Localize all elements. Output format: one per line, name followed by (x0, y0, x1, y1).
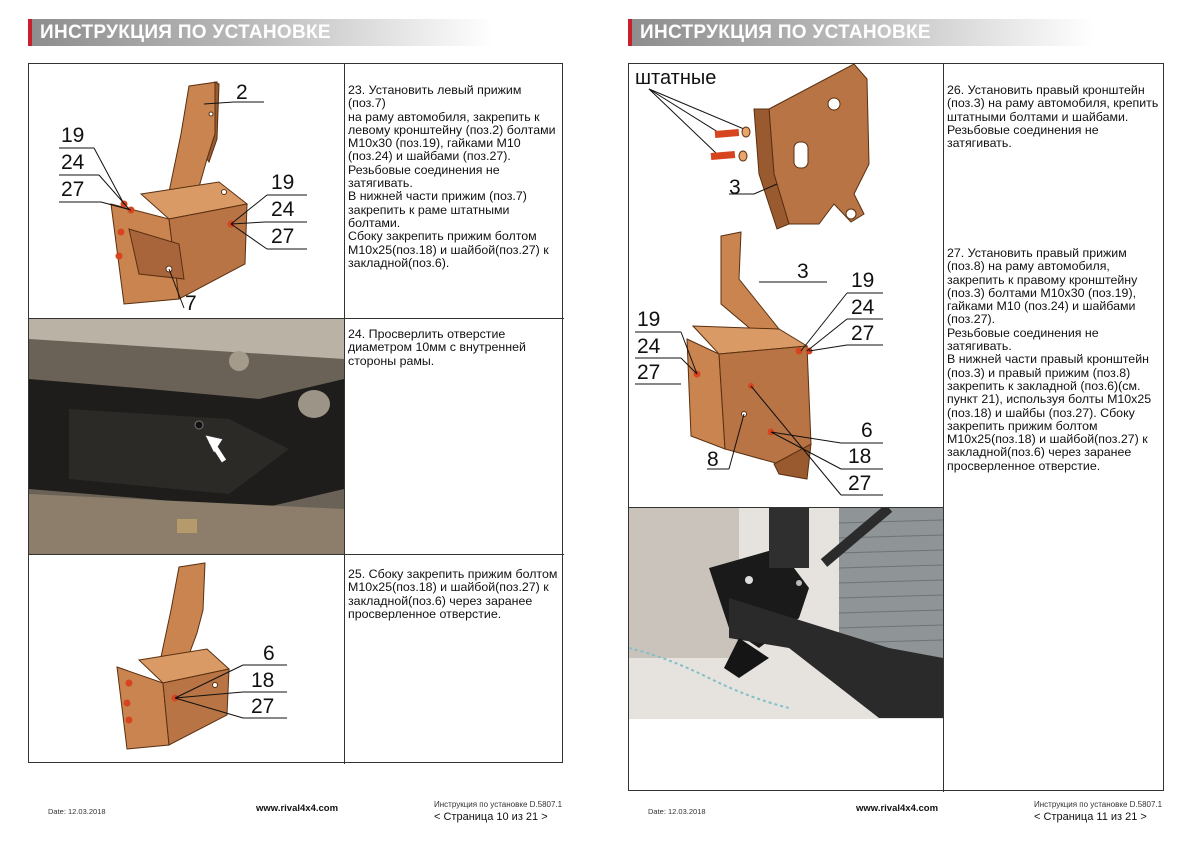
callout-24d: 24 (637, 335, 661, 358)
callout-3a: 3 (729, 176, 741, 199)
footer-site-link[interactable]: www.rival4x4.com (856, 803, 939, 814)
footer-site-link[interactable]: www.rival4x4.com (256, 803, 339, 814)
step-27-text: 27. Установить правый прижим (поз.8) на раму автомобиля, закрепить к правому кронштейну (поз.3) болтами М10х30 (поз.19), гайками М10 (поз.24) и шайбами (поз.27). Резьбовые соединения не затягивать. В нижней части правый кронштейн (поз.3) и правый прижим (поз.8) закрепить к закладной (поз.6)(см. пункт 21), используя болты М10х25 (поз.18) и шайбы (поз.27). Сбоку закрепить прижим болтом М10х25(поз.18) и шайбой(поз.27) к закладной(поз.6) через заранее просверленное отверстие. (947, 246, 1152, 473)
footer-page-number: < Страница 10 из 21 > (434, 811, 548, 823)
step-26-text: 26. Установить правый кронштейн (поз.3) на раму автомобиля, крепить штатными болтами и шайбами. Резьбовые соединения не затягивать. (947, 83, 1159, 151)
left-bracket-diagram (29, 64, 344, 318)
page-11 (600, 0, 1200, 848)
callout-24b: 24 (271, 198, 295, 221)
page-header (628, 19, 1094, 46)
step-27-photo (629, 508, 943, 719)
step-23-text: 23. Установить левый прижим (поз.7) на раму автомобиля, закрепить к левому кронштейну (поз.2) болтами М10х30 (поз.19), гайками М10 (поз.24) и шайбами (поз.27). Резьбовые соединения не затягивать. В нижней части прижим (поз.7) закрепить к раме штатными болтами. Сбоку закрепить прижим болтом М10х25(поз.18) и шайбой(поз.27) к закладной(поз.6). (348, 83, 556, 270)
callout-3b: 3 (797, 260, 809, 283)
step-25-figure (29, 555, 344, 764)
callout-7: 7 (185, 292, 197, 315)
page-header-title: ИНСТРУКЦИЯ ПО УСТАНОВКЕ (640, 22, 931, 43)
footer-date: Date: 12.03.2018 (648, 807, 706, 816)
footer-page-number: < Страница 11 из 21 > (1034, 811, 1147, 823)
instruction-table (628, 63, 1164, 791)
callout-24c: 24 (851, 296, 875, 319)
step-26-27-figure (629, 64, 943, 507)
callout-6: 6 (263, 642, 275, 665)
callout-27: 27 (61, 178, 85, 201)
page-header-title: ИНСТРУКЦИЯ ПО УСТАНОВКЕ (40, 22, 331, 43)
callout-27d: 27 (851, 322, 875, 345)
step-24-text: 24. Просверлить отверстие диаметром 10мм с внутренней стороны рамы. (348, 327, 526, 368)
callout-6b: 6 (861, 419, 873, 442)
left-clamp-side-diagram (29, 555, 344, 764)
callout-8: 8 (707, 448, 719, 471)
callout-27c: 27 (251, 695, 275, 718)
callout-group-left (59, 124, 131, 210)
callout-standard-bolts: штатные (635, 67, 717, 89)
installed-bracket-photo (629, 508, 943, 719)
callout-18b: 18 (848, 445, 872, 468)
footer-date: Date: 12.03.2018 (48, 807, 106, 816)
right-bracket-diagrams (629, 64, 943, 507)
callout-24: 24 (61, 151, 85, 174)
callout-27e: 27 (637, 361, 661, 384)
callout-27b: 27 (271, 225, 295, 248)
callout-19d: 19 (637, 308, 661, 331)
callout-27f: 27 (848, 472, 872, 495)
frame-drill-photo (29, 319, 344, 554)
footer-doc-id: Инструкция по установке D.5807.1 (1034, 800, 1163, 809)
footer-doc-id: Инструкция по установке D.5807.1 (434, 800, 563, 809)
page-header (28, 19, 494, 46)
instruction-table (28, 63, 563, 763)
callout-19c: 19 (851, 269, 875, 292)
step-24-photo (29, 319, 344, 554)
callout-19: 19 (61, 124, 85, 147)
callout-19b: 19 (271, 171, 295, 194)
callout-group-top-right (801, 269, 883, 351)
step-25-text: 25. Сбоку закрепить прижим болтом М10х25(поз.18) и шайбой(поз.27) к закладной(поз.6) через заранее просверленное отверстие. (348, 567, 558, 621)
callout-18: 18 (251, 669, 275, 692)
step-23-figure (29, 64, 344, 318)
callout-2: 2 (236, 81, 248, 104)
